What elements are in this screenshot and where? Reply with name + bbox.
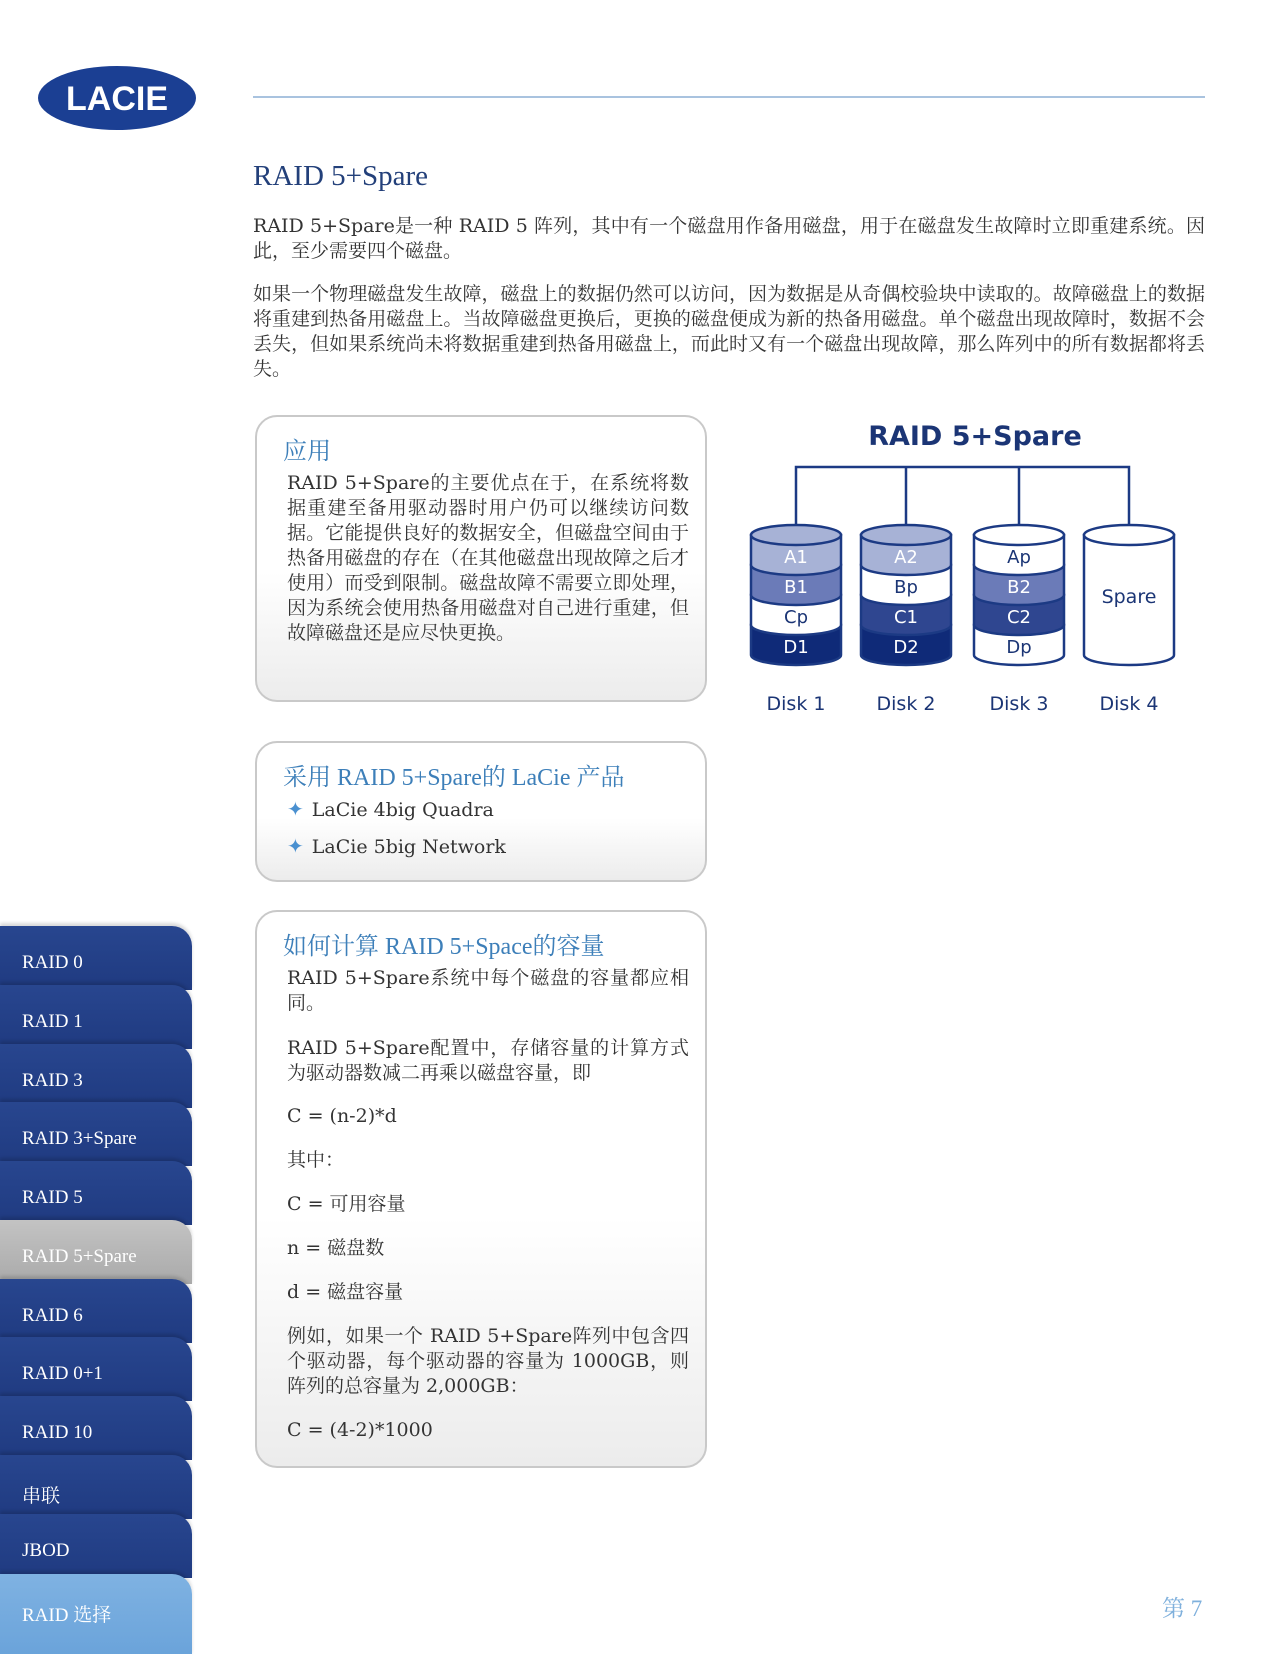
sidebar-item-jbod[interactable] (0, 1514, 192, 1580)
block-label: D2 (893, 637, 919, 658)
block-label: A2 (894, 547, 918, 568)
products-box (255, 741, 707, 882)
logo-text: LACIE (66, 80, 168, 118)
block-label: Bp (894, 577, 918, 598)
block-label: Dp (1006, 637, 1032, 658)
capacity-box (255, 910, 707, 1468)
raid-5-spare-diagram (740, 420, 1220, 750)
block-label: D1 (783, 637, 809, 658)
intro-paragraph-1: RAID 5+Spare是一种 RAID 5 阵列，其中有一个磁盘用作备用磁盘，用于在磁盘发生故障时立即重建系统。因此，至少需要四个磁盘。 (253, 215, 1205, 262)
sidebar-item-raid-3[interactable] (0, 1044, 192, 1110)
sidebar-item-raid-6[interactable] (0, 1279, 192, 1345)
capacity-title: 如何计算 RAID 5+Space的容量 (283, 934, 605, 960)
block-label: C2 (1006, 607, 1032, 628)
sidebar-item-label: RAID 3+Spare (22, 1128, 137, 1149)
block-label: B2 (1007, 577, 1031, 598)
star-bullet-icon: ✦ (287, 797, 304, 821)
disk-3 (974, 525, 1064, 715)
product-item (287, 797, 494, 821)
formula: C = (n-2)*d (287, 1105, 397, 1127)
sidebar-item-concatenation[interactable] (0, 1455, 192, 1521)
disk-top (974, 525, 1064, 545)
sidebar-item-raid-3-spare[interactable] (0, 1102, 192, 1168)
sidebar-item-raid-1[interactable] (0, 985, 192, 1051)
sidebar-item-label: RAID 5+Spare (22, 1246, 137, 1267)
block-label: A1 (784, 547, 808, 568)
disk-4 (1084, 525, 1174, 715)
disk-2 (861, 525, 951, 715)
capacity-line: RAID 5+Spare系统中每个磁盘的容量都应相同。 (287, 967, 689, 1014)
products-title: 采用 RAID 5+Spare的 LaCie 产品 (283, 765, 625, 791)
sidebar-item-raid-selection[interactable] (0, 1574, 192, 1656)
application-title: 应用 (283, 439, 331, 465)
sidebar-item-raid-10[interactable] (0, 1396, 192, 1462)
bus-line (796, 467, 1129, 535)
sidebar-item-label: RAID 1 (22, 1011, 83, 1032)
intro-paragraph-2: 如果一个物理磁盘发生故障，磁盘上的数据仍然可以访问，因为数据是从奇偶校验块中读取的。故障磁盘上的数据将重建到热备用磁盘上。当故障磁盘更换后，更换的磁盘便成为新的热备用磁盘。单个磁盘出现故障时，数据不会丢失，但如果系统尚未将数据重建到热备用磁盘上，而此时又有一个磁盘出现故障，那么阵列中的所有数据都将丢失。 (253, 283, 1205, 380)
sidebar-item-label: RAID 6 (22, 1305, 83, 1326)
sidebar-item-label: RAID 0 (22, 952, 83, 973)
sidebar-item-label: RAID 10 (22, 1422, 93, 1443)
page-title: RAID 5+Spare (253, 160, 429, 192)
application-box (255, 415, 707, 702)
disk-1 (751, 525, 841, 715)
disk-top (751, 525, 841, 545)
capacity-line: 其中： (287, 1149, 345, 1171)
example-formula: C = (4-2)*1000 (287, 1419, 433, 1441)
sidebar-item-label: JBOD (22, 1540, 70, 1561)
application-text: RAID 5+Spare的主要优点在于，在系统将数据重建至备用驱动器时用户仍可以继续访问数据。它能提供良好的数据安全，但磁盘空间由于热备用磁盘的存在（在其他磁盘出现故障之后才使用）而受到限制。磁盘故障不需要立即处理，因为系统会使用热备用磁盘对自己进行重建，但故障磁盘还是应尽快更换。 (287, 472, 689, 644)
disk-label: Disk 1 (766, 693, 826, 715)
disk-top (1084, 525, 1174, 545)
product-label: LaCie 5big Network (311, 836, 506, 858)
page-number: 第 7 (1162, 1596, 1203, 1621)
diagram-title: RAID 5+Spare (868, 421, 1082, 452)
spare-label: Spare (1101, 586, 1157, 608)
sidebar-item-label: RAID 5 (22, 1187, 83, 1208)
product-item (287, 834, 506, 858)
product-label: LaCie 4big Quadra (311, 799, 494, 821)
block-label: Cp (784, 607, 808, 628)
disk-label: Disk 3 (989, 693, 1049, 715)
lacie-logo (36, 64, 198, 132)
sidebar-item-label: RAID 0+1 (22, 1363, 103, 1384)
sidebar-item-raid-0-1[interactable] (0, 1337, 192, 1403)
block-label: B1 (784, 577, 808, 598)
sidebar-item-label: RAID 选择 (22, 1605, 112, 1626)
sidebar-item-raid-5-spare[interactable] (0, 1220, 192, 1286)
block-label: C1 (893, 607, 919, 628)
sidebar-item-label: 串联 (22, 1486, 61, 1507)
disk-label: Disk 4 (1099, 693, 1159, 715)
header-rule (253, 96, 1205, 98)
star-bullet-icon: ✦ (287, 834, 304, 858)
disk-label: Disk 2 (876, 693, 936, 715)
block-label: Ap (1007, 547, 1031, 568)
sidebar-item-raid-5[interactable] (0, 1161, 192, 1227)
capacity-line: n = 磁盘数 (287, 1237, 385, 1259)
sidebar-item-label: RAID 3 (22, 1070, 83, 1091)
capacity-line: d = 磁盘容量 (287, 1281, 404, 1303)
sidebar-item-raid-0[interactable] (0, 926, 192, 992)
disk-top (861, 525, 951, 545)
capacity-line: C = 可用容量 (287, 1193, 406, 1215)
capacity-line: RAID 5+Spare配置中，存储容量的计算方式为驱动器数减二再乘以磁盘容量，即 (287, 1037, 689, 1084)
example-text: 例如，如果一个 RAID 5+Spare阵列中包含四个驱动器，每个驱动器的容量为 1000GB，则阵列的总容量为 2,000GB： (287, 1325, 689, 1397)
